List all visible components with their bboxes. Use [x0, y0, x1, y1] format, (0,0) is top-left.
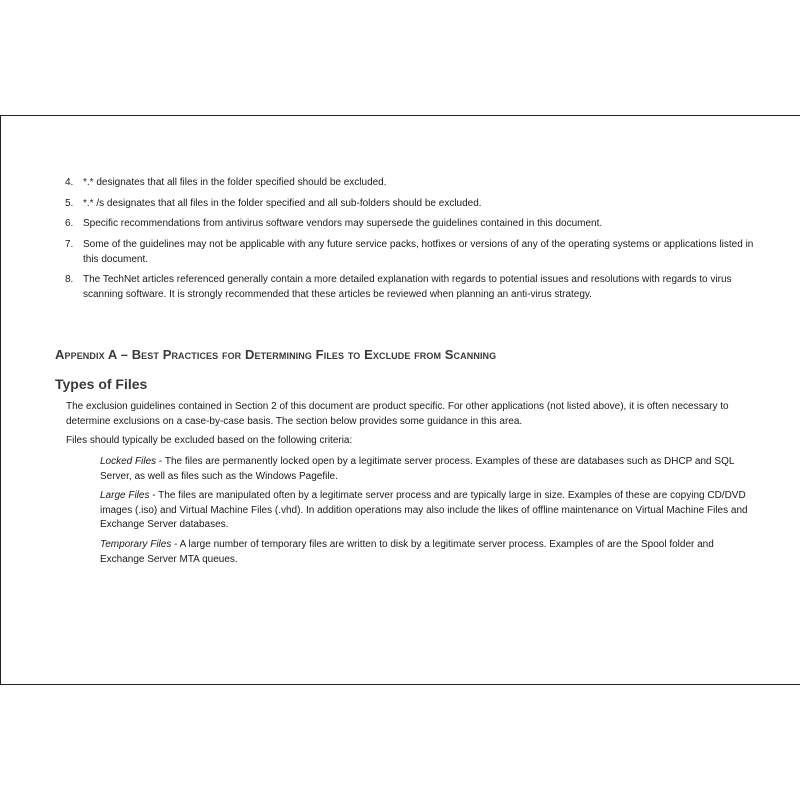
criteria-term: Large Files: [100, 490, 150, 501]
numbered-list: [65, 175, 755, 308]
list-item-text: *.* /s designates that all files in the folder specified and all sub-folders should be excluded.: [83, 197, 482, 209]
list-item-number: 6.: [65, 218, 74, 229]
appendix-title: Appendix A – Best Practices for Determining Files to Exclude from Scanning: [55, 347, 497, 362]
list-item: [65, 237, 755, 267]
criteria-description: - A large number of temporary files are written to disk by a legitimate server process. Examples of are the Spool folder and Exchange Server MTA queues.: [100, 539, 714, 565]
list-item-number: 8.: [65, 274, 74, 285]
criteria-description: - The files are permanently locked open by a legitimate server process. Examples of these are databases such as DHCP and SQL Server, as well as files such as the Windows Pagefile.: [100, 456, 735, 482]
criteria-temporary-files: [100, 538, 754, 567]
intro-paragraph: The exclusion guidelines contained in Section 2 of this document are product specific. For other applications (not listed above), it is often necessary to determine exclusions on a case-by-case basis. The section below provides some guidance in this area.: [66, 401, 729, 427]
criteria-description: - The files are manipulated often by a legitimate server process and are typically large in size. Examples of these are copying CD/DVD images (.iso) and Virtual Machine Files (.vhd). In addition operations may also include the likes of offline maintenance on Virtual Machine Files and Exchange Server databases.: [100, 490, 748, 530]
list-item-number: 4.: [65, 177, 74, 188]
list-item: [65, 216, 755, 231]
criteria-locked-files: [100, 455, 754, 484]
list-item-number: 5.: [65, 197, 74, 209]
section-heading: Types of Files: [55, 376, 148, 392]
list-item-text: *.* designates that all files in the folder specified should be excluded.: [83, 177, 387, 188]
criteria-term: Locked Files: [100, 456, 157, 467]
list-item: [65, 175, 755, 190]
document-page: [0, 115, 800, 685]
list-item-number: 7.: [65, 238, 74, 250]
criteria-large-files: [100, 489, 754, 533]
criteria-term: Temporary Files: [100, 539, 172, 550]
list-item-text: Some of the guidelines may not be applicable with any future service packs, hotfixes or versions of any of the operating systems or applications listed in this document.: [83, 238, 754, 265]
list-item: [65, 196, 755, 211]
list-item: [65, 272, 755, 302]
list-item-text: Specific recommendations from antivirus software vendors may supersede the guidelines contained in this document.: [83, 218, 603, 229]
list-item-text: The TechNet articles referenced generally contain a more detailed explanation with regards to potential issues and resolutions with regards to virus scanning software. It is strongly recommended that these articles be reviewed when planning an anti-virus strategy.: [83, 274, 732, 300]
criteria-intro-paragraph: Files should typically be excluded based on the following criteria:: [66, 435, 353, 446]
